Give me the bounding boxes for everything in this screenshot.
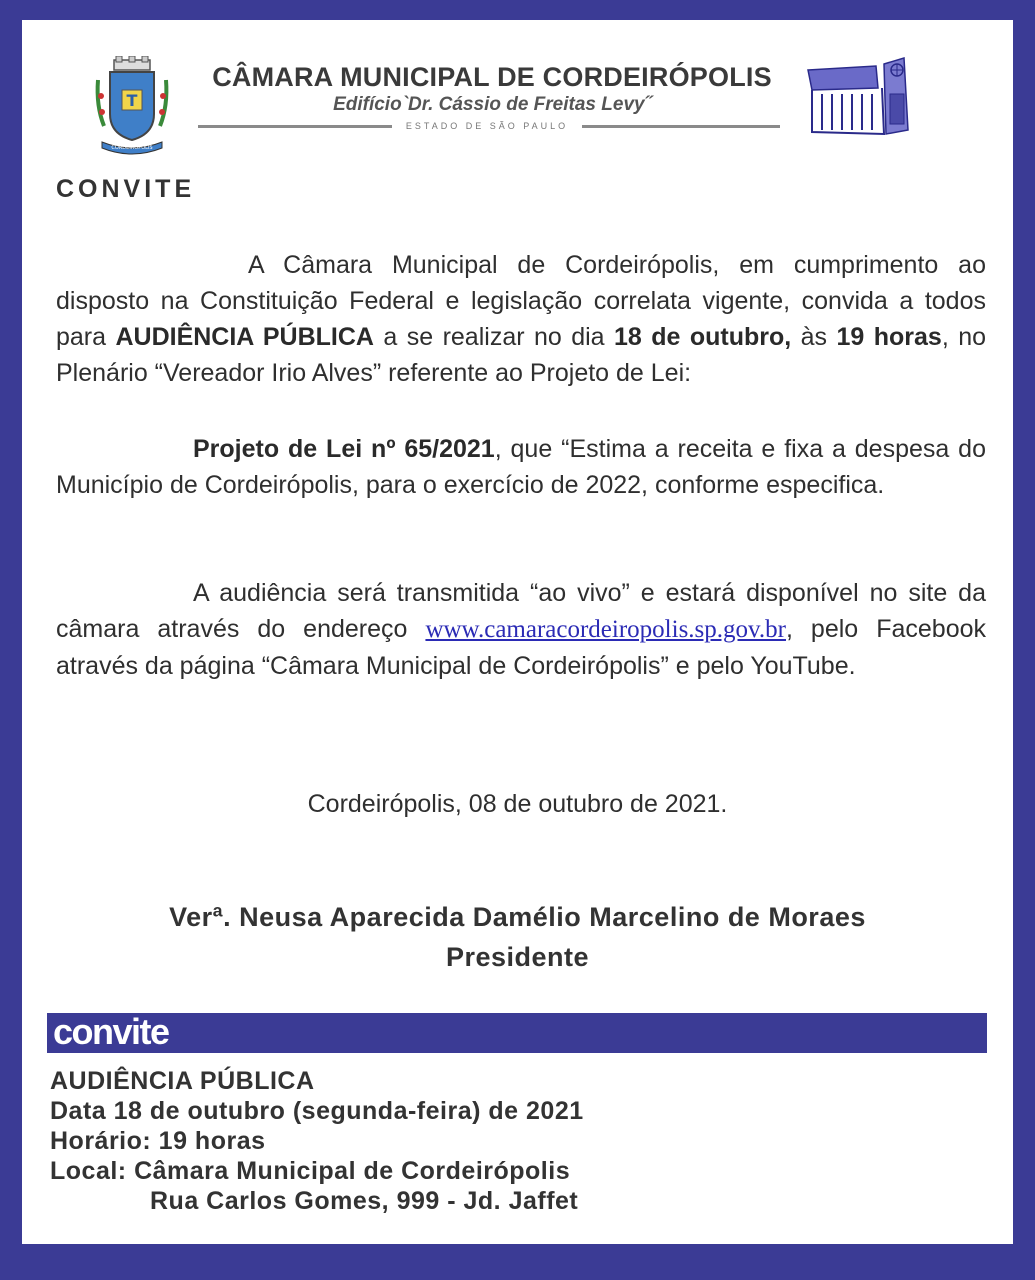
paragraph-broadcast: A audiência será transmitida “ao vivo” e estará disponível no site da câmara através do endereço www.camaracordeiropolis.sp.gov.br, pelo Facebook através da página “Câmara Municipal de Cordeirópolis” e pelo YouTube. [56,579,986,680]
website-link[interactable]: www.camaracordeiropolis.sp.gov.br [425,616,786,643]
info-location: Local: Câmara Municipal de Cordeirópolis [50,1157,571,1185]
svg-text:T: T [126,91,138,110]
paragraph-bill: Projeto de Lei nº 65/2021, que “Estima a receita e fixa a despesa do Município de Cordeirópolis, para o exercício de 2022, conforme especifica. [56,435,986,499]
header-rule [198,125,392,128]
state-label: ESTADO DE SÃO PAULO [405,121,569,131]
signatory-name: Verª. Neusa Aparecida Damélio Marcelino de Moraes [169,902,866,932]
invitation-page [22,20,1013,1244]
info-date: Data 18 de outubro (segunda-feira) de 2021 [50,1097,584,1125]
paragraph-intro: A Câmara Municipal de Cordeirópolis, em cumprimento ao disposto na Constituição Federal e legislação correlata vigente, convida a todos para AUDIÊNCIA PÚBLICA a se realizar no dia 18 de outubro, às 19 horas, no Plenário “Vereador Irio Alves” referente ao Projeto de Lei: [56,251,986,387]
chamber-title: CÂMARA MUNICIPAL DE CORDEIRÓPOLIS [212,62,772,92]
invitation-heading: CONVITE [56,175,196,203]
building-sketch-icon [804,56,914,136]
info-address: Rua Carlos Gomes, 999 - Jd. Jaffet [150,1187,579,1215]
signatory-title: Presidente [445,942,590,972]
municipal-crest-logo [92,56,172,156]
info-title: AUDIÊNCIA PÚBLICA [50,1067,315,1095]
date-line: Cordeirópolis, 08 de outubro de 2021. [307,790,728,818]
band-label: convite [53,1011,169,1052]
info-time: Horário: 19 horas [50,1127,266,1155]
header-rule [582,125,780,128]
building-subtitle: EdifícioˋDr. Cássio de Freitas Levy˝ [333,94,651,115]
svg-text:CORDEIRÓPOLIS: CORDEIRÓPOLIS [111,145,153,151]
convite-band [47,1013,987,1053]
